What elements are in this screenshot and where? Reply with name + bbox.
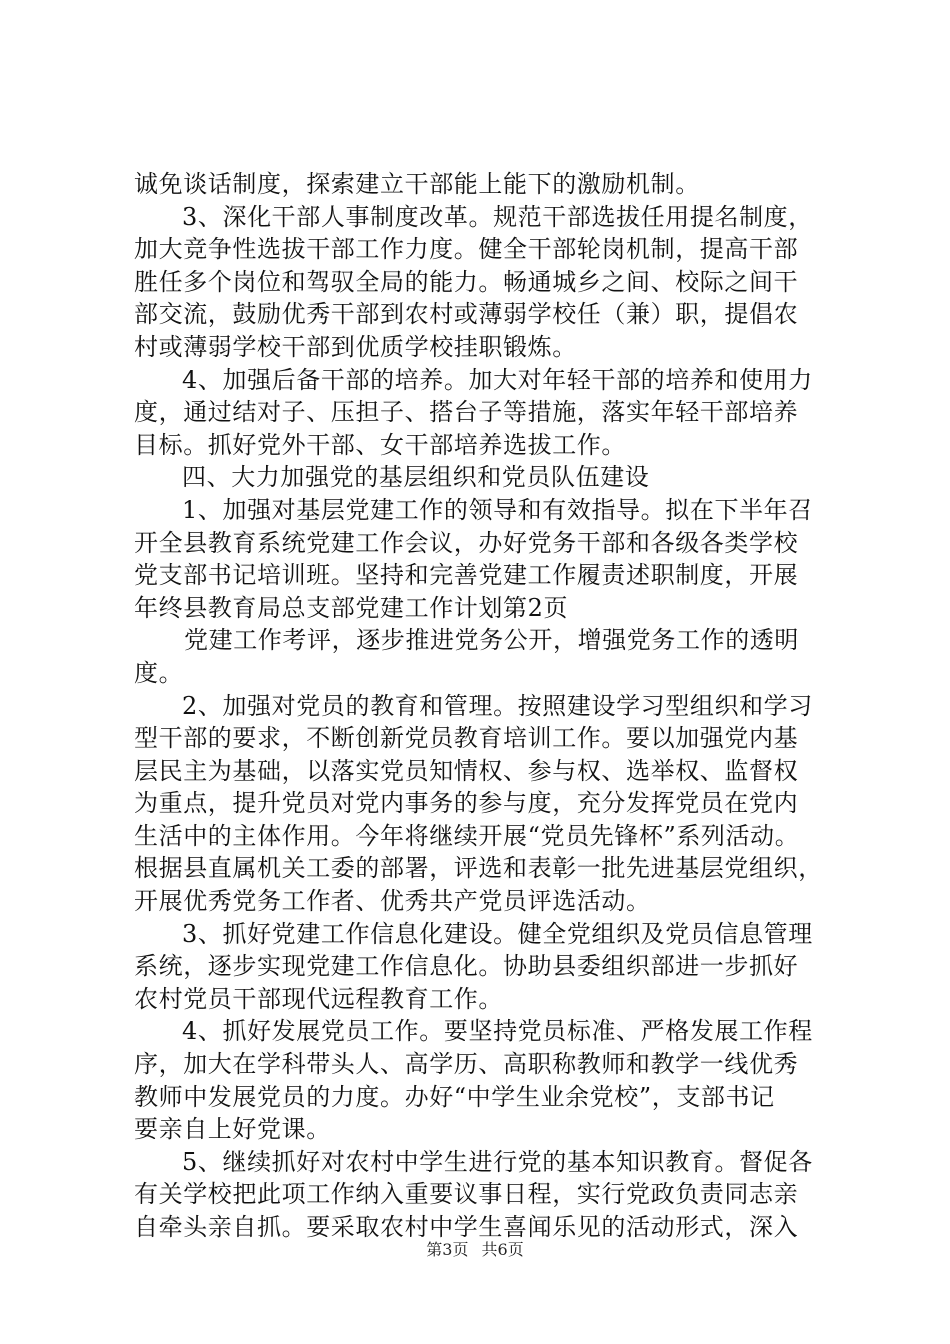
text-line: 目标。抓好党外干部、女干部培养选拔工作。	[134, 430, 626, 459]
text-line: 1、加强对基层党建工作的领导和有效指导。拟在下半年召	[182, 495, 813, 524]
text-line: 层民主为基础，以落实党员知情权、参与权、选举权、监督权	[134, 756, 799, 785]
text-line: 5、继续抓好对农村中学生进行党的基本知识教育。督促各	[182, 1147, 813, 1176]
text-line: 开展优秀党务工作者、优秀共产党员评选活动。	[134, 887, 651, 916]
text-line: 党支部书记培训班。坚持和完善党建工作履责述职制度，开展	[134, 561, 799, 590]
text-line: 4、加强后备干部的培养。加大对年轻干部的培养和使用力	[182, 365, 813, 394]
text-line: 开全县教育系统党建工作会议，办好党务干部和各级各类学校	[134, 528, 799, 557]
text-line: 胜任多个岗位和驾驭全局的能力。畅通城乡之间、校际之间干	[134, 267, 799, 296]
text-line: 自牵头亲自抓。要采取农村中学生喜闻乐见的活动形式，深入	[134, 1213, 799, 1241]
text-line: 系统，逐步实现党建工作信息化。协助县委组织部进一步抓好	[134, 952, 799, 981]
text-line: 3、深化干部人事制度改革。规范干部选拔任用提名制度，	[182, 202, 813, 231]
text-line: 村或薄弱学校干部到优质学校挂职锻炼。	[134, 332, 577, 361]
text-line: 加大竞争性选拔干部工作力度。健全干部轮岗机制，提高干部	[134, 235, 799, 264]
text-line: 度，通过结对子、压担子、搭台子等措施，落实年轻干部培养	[134, 398, 799, 427]
text-line: 2、加强对党员的教育和管理。按照建设学习型组织和学习	[182, 691, 813, 720]
page-number: 第3页	[426, 1240, 469, 1259]
text-line: 序，加大在学科带头人、高学历、高职称教师和教学一线优秀	[134, 1050, 799, 1079]
text-line: 党建工作考评，逐步推进党务公开，增强党务工作的透明	[184, 626, 799, 655]
text-line: 3、抓好党建工作信息化建设。健全党组织及党员信息管理	[182, 919, 813, 948]
text-line: 农村党员干部现代远程教育工作。	[134, 984, 503, 1013]
text-line: 为重点，提升党员对党内事务的参与度，充分发挥党员在党内	[134, 789, 799, 818]
text-line: 生活中的主体作用。今年将继续开展“党员先锋杯”系列活动。	[134, 821, 800, 850]
page-footer	[0, 1240, 950, 1260]
text-line: 有关学校把此项工作纳入重要议事日程，实行党政负责同志亲	[134, 1180, 799, 1209]
text-line: 教师中发展党员的力度。办好“中学生业余党校”，支部书记	[134, 1082, 775, 1111]
text-line: 部交流，鼓励优秀干部到农村或薄弱学校任（兼）职，提倡农	[134, 300, 799, 329]
text-line: 度。	[134, 658, 184, 687]
document-body	[134, 168, 834, 1244]
page-total: 共6页	[481, 1240, 524, 1259]
text-line: 根据县直属机关工委的部署，评选和表彰一批先进基层党组织，	[134, 854, 823, 883]
text-line: 诚免谈话制度，探索建立干部能上能下的激励机制。	[134, 170, 700, 198]
text-line: 年终县教育局总支部党建工作计划第2页	[134, 593, 569, 622]
text-line: 四、大力加强党的基层组织和党员队伍建设	[182, 463, 650, 492]
text-line: 要亲自上好党课。	[134, 1115, 331, 1144]
text-line: 4、抓好发展党员工作。要坚持党员标准、严格发展工作程	[182, 1017, 813, 1046]
text-line: 型干部的要求，不断创新党员教育培训工作。要以加强党内基	[134, 724, 799, 753]
